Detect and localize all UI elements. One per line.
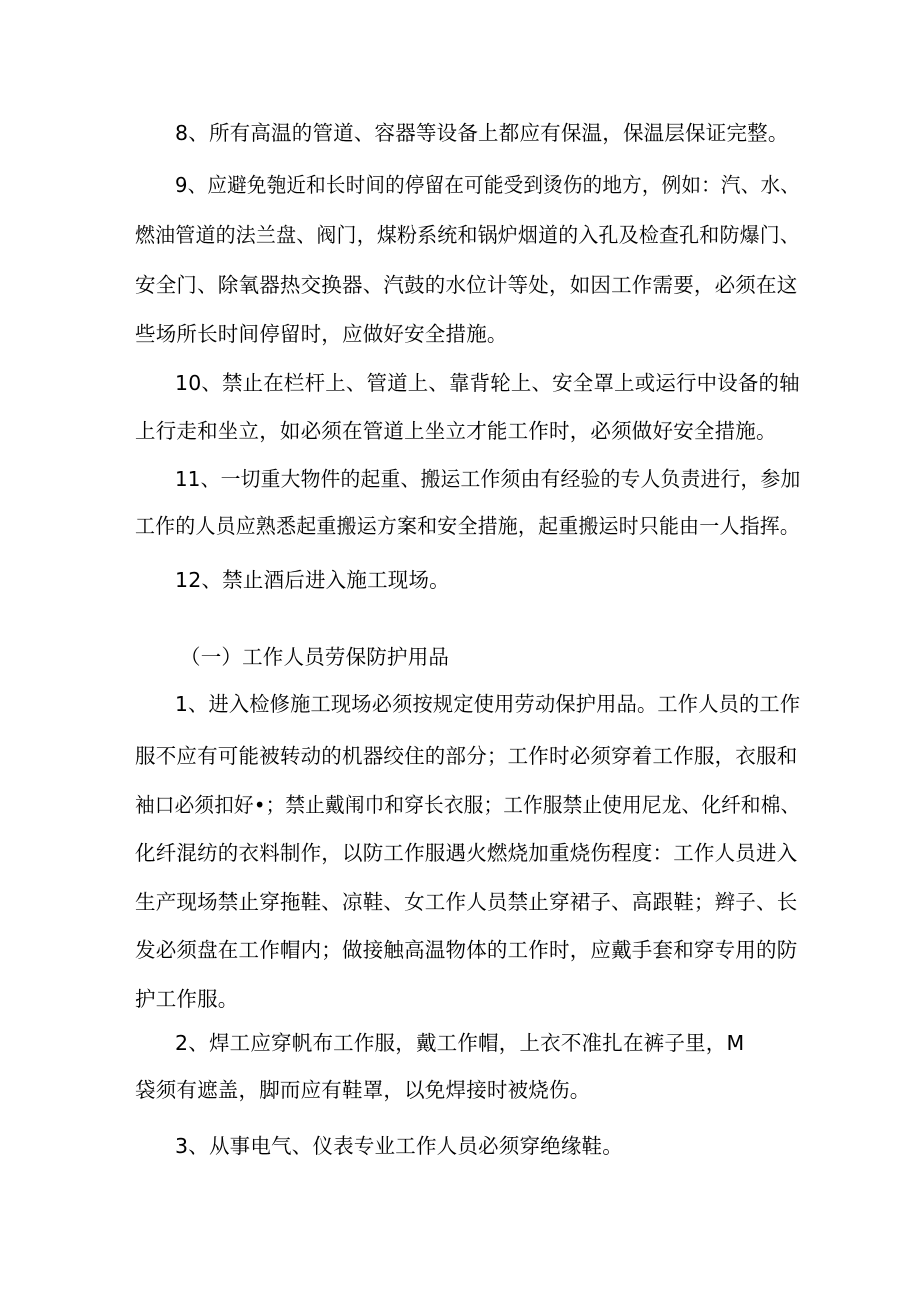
paragraph-line: 安全门、除氧器热交换器、汽鼓的水位计等处，如因工作需要，必须在这	[135, 273, 798, 297]
paragraph-line: 12、禁止酒后进入施工现场。	[175, 568, 450, 592]
paragraph-line: 1、进入检修施工现场必须按规定使用劳动保护用品。工作人员的工作	[175, 692, 801, 716]
paragraph-line: 些场所长时间停留时，应做好安全措施。	[135, 322, 508, 346]
paragraph-line: 上行走和坐立，如必须在管道上坐立才能工作时，必须做好安全措施。	[135, 419, 777, 443]
paragraph-line: 袖口必须扣好•；禁止戴闱巾和穿长衣服；工作服禁止使用尼龙、化纤和棉、	[135, 793, 801, 817]
paragraph-line: 10、禁止在栏杆上、管道上、靠背轮上、安全罩上或运行中设备的轴	[175, 371, 800, 395]
paragraph-line: 工作的人员应熟悉起重搬运方案和安全措施，起重搬运时只能由一人指挥。	[135, 514, 801, 538]
paragraph-line: 服不应有可能被转动的机器绞住的部分；工作时必须穿着工作服，衣服和	[135, 744, 798, 768]
paragraph-line: 化纤混纺的衣料制作，以防工作服遇火燃烧加重烧伤程度：工作人员进入	[135, 841, 798, 865]
paragraph-line: 11、一切重大物件的起重、搬运工作须由有经验的专人负责进行，参加	[175, 467, 801, 491]
paragraph-line: 2、焊工应穿帆布工作服，戴工作帽，上衣不准扎在裤子里，M	[175, 1031, 745, 1055]
paragraph-line: 燃油管道的法兰盘、阀门，煤粉系统和锅炉烟道的入孔及检查孔和防爆门、	[135, 223, 801, 247]
paragraph-line: 3、从事电气、仪表专业工作人员必须穿绝缘鞋。	[175, 1134, 623, 1158]
paragraph-line: 生产现场禁止穿拖鞋、凉鞋、女工作人员禁止穿裙子、高跟鞋；辫子、长	[135, 890, 798, 914]
paragraph-line: 9、应避免匏近和长时间的停留在可能受到烫伤的地方，例如：汽、水、	[175, 173, 800, 197]
paragraph-line: 护工作服。	[135, 987, 239, 1011]
paragraph-line: 8、所有高温的管道、容器等设备上都应有保温，保温层保证完整。	[175, 121, 789, 145]
paragraph-line: 发必须盘在工作帽内；做接触高温物体的工作时，应戴手套和穿专用的防	[135, 938, 798, 962]
paragraph-line: 袋须有遮盖，脚而应有鞋罩，以免焊接时被烧伤。	[135, 1078, 591, 1102]
section-heading: （一）工作人员劳保防护用品	[180, 645, 450, 669]
